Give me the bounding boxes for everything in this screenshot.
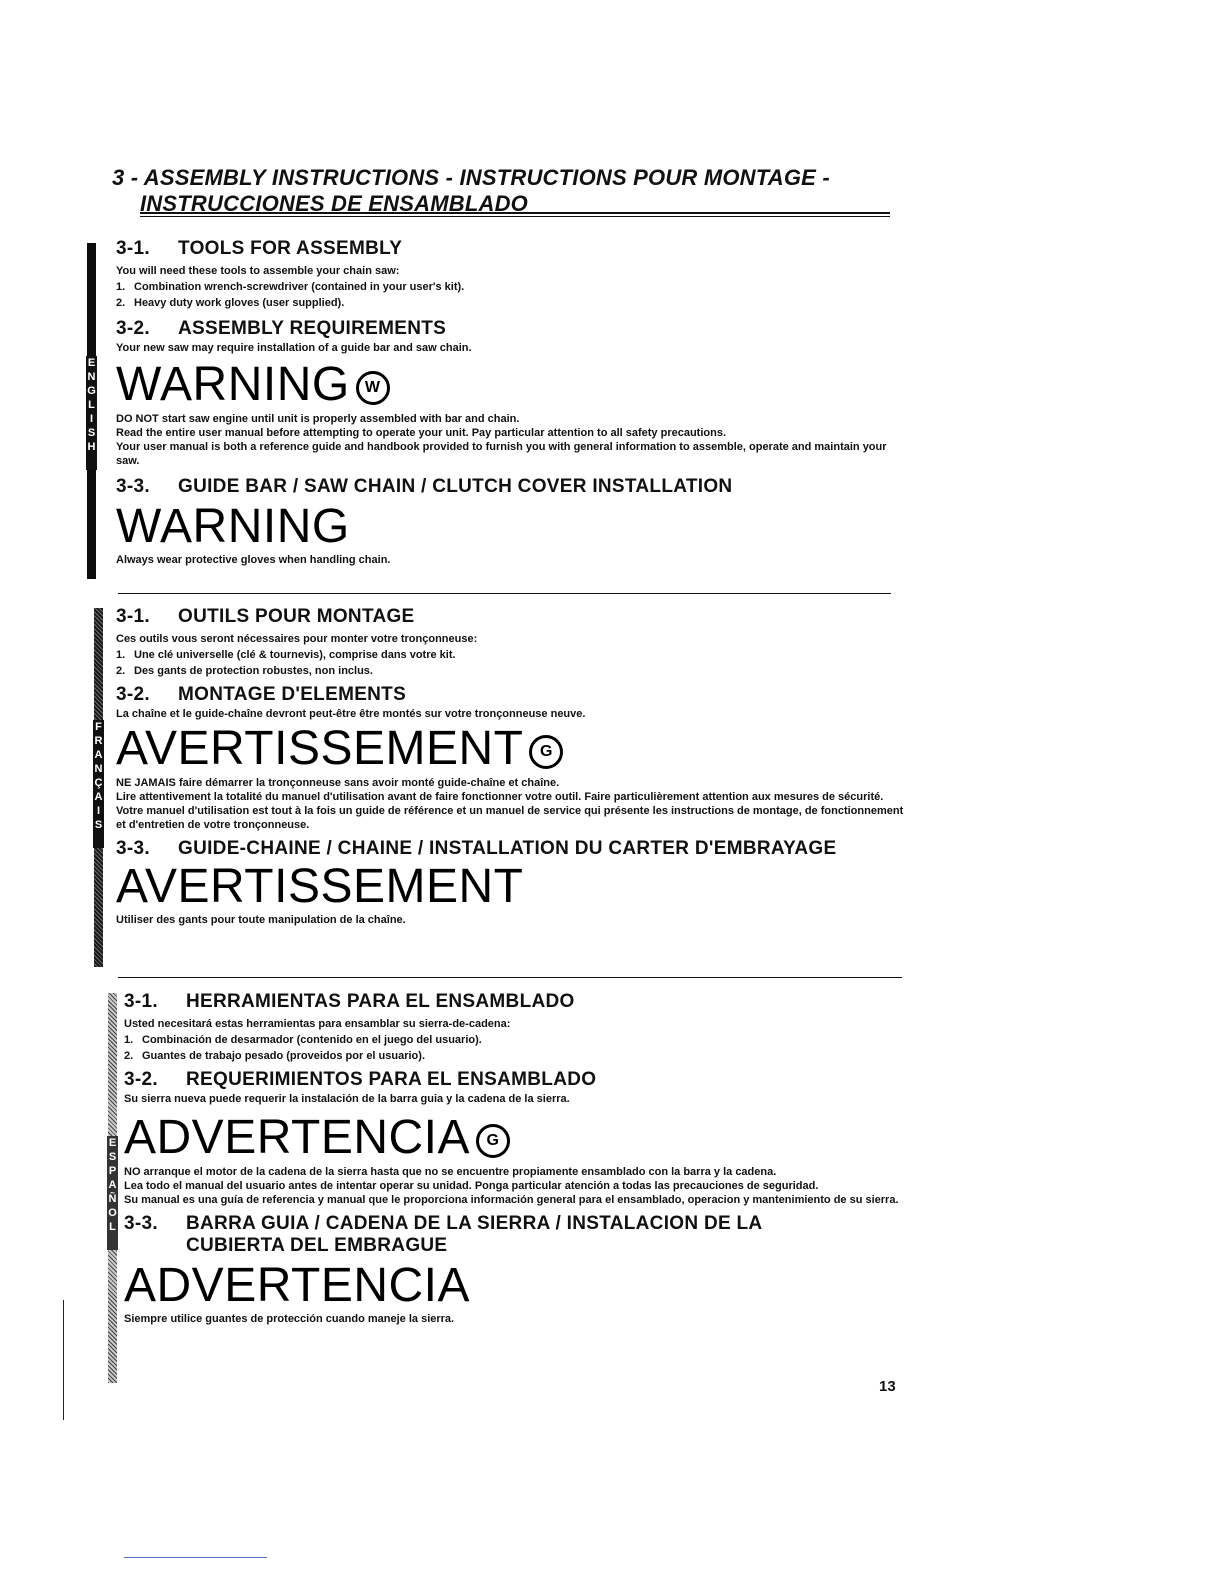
section-text: Your new saw may require installation of a guide bar and saw chain. — [116, 342, 472, 354]
tab-letter: N — [87, 371, 96, 383]
list-item: 1. Combination wrench-screwdriver (contained in your user's kit). — [116, 281, 465, 293]
tab-letter: S — [87, 427, 96, 439]
section-number: 3-2. — [116, 318, 150, 339]
section-heading — [124, 991, 904, 1013]
warning-heading: WARNING W — [116, 360, 906, 410]
tab-letter: L — [88, 399, 95, 411]
margin-mark — [63, 1300, 64, 1420]
spanish-section — [124, 991, 904, 1327]
page-number: 13 — [879, 1378, 896, 1395]
warning-symbol-icon: G — [476, 1124, 510, 1158]
tab-letter: E — [87, 357, 96, 369]
english-tab-letters — [86, 356, 97, 470]
section-heading — [116, 238, 906, 260]
warning-text: Siempre utilice guantes de protección cuando maneje la sierra. — [124, 1313, 455, 1325]
list-item: 1. Combinación de desarmador (contenido en el juego del usuario). — [124, 1034, 482, 1046]
section-heading — [124, 1213, 904, 1235]
section-number: 3-3. — [116, 838, 150, 859]
tab-letter: I — [89, 413, 94, 425]
warning-text: NE JAMAIS faire démarrer la tronçonneuse sans avoir monté guide-chaîne et chaîne. Lire attentivement la totalité du manuel d'utilisation avant de faire fonctionner votre outil. Faire particulièrement attention aux mesures de sécurité. Votre manuel d'utilisation est tout à la fois un guide de référence et un manuel de service qui présente les instructions de montage, de fonctionnement et d'entretien de votre tronçonneuse. — [116, 777, 904, 831]
tab-letter: R — [94, 735, 103, 747]
warning-text: Always wear protective gloves when handling chain. — [116, 554, 391, 566]
tab-letter: A — [94, 749, 103, 761]
section-title: TOOLS FOR ASSEMBLY — [178, 238, 403, 259]
header-rule — [140, 212, 890, 214]
english-section — [116, 238, 906, 568]
warning-text: DO NOT start saw engine until unit is properly assembled with bar and chain. Read the entire user manual before attempting to operate your unit. Pay particular attention to all safety precautions. Your user manual is both a reference guide and handbook provided to furnish you with general information to assemble, operate and maintain your saw. — [116, 413, 887, 467]
section-heading — [116, 838, 906, 860]
section-intro: Usted necesitará estas herramientas para ensamblar su sierra-de-cadena: — [124, 1018, 511, 1030]
tab-letter: N — [94, 763, 103, 775]
warning-text: Utiliser des gants pour toute manipulation de la chaîne. — [116, 914, 406, 926]
french-section — [116, 606, 906, 928]
tab-letter: Ç — [94, 777, 103, 789]
tab-letter: F — [95, 721, 102, 733]
section-heading — [116, 318, 906, 340]
section-number: 3-2. — [116, 684, 150, 705]
section-title: GUIDE-CHAINE / CHAINE / INSTALLATION DU CARTER D'EMBRAYAGE — [178, 838, 837, 859]
list-item: 1. Une clé universelle (clé & tournevis), comprise dans votre kit. — [116, 649, 456, 661]
warning-symbol-icon: G — [529, 735, 563, 769]
section-title-continued: CUBIERTA DEL EMBRAGUE — [186, 1235, 448, 1256]
tab-letter: G — [87, 385, 96, 397]
warning-heading: ADVERTENCIA G — [124, 1113, 904, 1163]
section-number: 3-3. — [124, 1213, 158, 1234]
section-title: MONTAGE D'ELEMENTS — [178, 684, 407, 705]
section-title: HERRAMIENTAS PARA EL ENSAMBLADO — [186, 991, 575, 1012]
tab-letter: L — [109, 1221, 116, 1233]
tab-letter: A — [108, 1179, 117, 1191]
list-item: 2. Des gants de protection robustes, non inclus. — [116, 665, 373, 677]
tab-letter: S — [94, 819, 103, 831]
section-divider — [118, 977, 902, 978]
section-number: 3-3. — [116, 476, 150, 497]
section-heading — [116, 684, 906, 706]
section-heading — [116, 606, 906, 628]
tab-letter: O — [108, 1207, 117, 1219]
french-tab-letters — [93, 720, 104, 848]
section-number: 3-1. — [116, 238, 150, 259]
section-title: ASSEMBLY REQUIREMENTS — [178, 318, 447, 339]
section-heading — [116, 476, 906, 498]
page-header — [112, 165, 892, 217]
section-divider — [118, 593, 891, 594]
warning-symbol-icon: W — [356, 371, 390, 405]
warning-heading: ADVERTENCIA — [124, 1259, 471, 1312]
section-title: BARRA GUIA / CADENA DE LA SIERRA / INSTALACION DE LA — [186, 1213, 763, 1234]
section-intro: You will need these tools to assemble your chain saw: — [116, 265, 400, 277]
tab-letter: Ñ — [108, 1193, 117, 1205]
tab-letter: A — [94, 791, 103, 803]
section-heading — [124, 1069, 904, 1091]
header-line-1: 3 - ASSEMBLY INSTRUCTIONS - INSTRUCTIONS POUR MONTAGE - — [112, 165, 830, 190]
section-title: REQUERIMIENTOS PARA EL ENSAMBLADO — [186, 1069, 597, 1090]
section-text: La chaîne et le guide-chaîne devront peut-être être montés sur votre tronçonneuse neuve. — [116, 708, 586, 720]
scan-line — [124, 1557, 267, 1558]
warning-heading: AVERTISSEMENT — [116, 860, 524, 913]
spanish-tab-letters — [107, 1136, 118, 1250]
section-text: Su sierra nueva puede requerir la instalación de la barra guia y la cadena de la sierra. — [124, 1093, 570, 1105]
tab-letter: E — [108, 1137, 117, 1149]
tab-letter: I — [96, 805, 101, 817]
tab-letter: H — [87, 441, 96, 453]
section-number: 3-1. — [124, 991, 158, 1012]
tab-letter: P — [108, 1165, 117, 1177]
warning-text: NO arranque el motor de la cadena de la sierra hasta que no se encuentre propiamente ensamblado con la barra y la cadena. Lea todo el manual del usuario antes de intentar operar su unidad. Ponga particular atención a todas las precauciones de seguridad. Su manual es una guía de referencia y manual que le proporciona información general para el ensamblado, operacion y mantenimiento de su sierra. — [124, 1166, 899, 1206]
section-intro: Ces outils vous seront nécessaires pour monter votre tronçonneuse: — [116, 633, 478, 645]
section-title: GUIDE BAR / SAW CHAIN / CLUTCH COVER INSTALLATION — [178, 476, 733, 497]
header-line-2: INSTRUCCIONES DE ENSAMBLADO — [140, 191, 528, 216]
section-title: OUTILS POUR MONTAGE — [178, 606, 415, 627]
warning-heading: WARNING — [116, 500, 350, 553]
list-item: 2. Guantes de trabajo pesado (proveidos por el usuario). — [124, 1050, 425, 1062]
section-number: 3-1. — [116, 606, 150, 627]
warning-heading: AVERTISSEMENT G — [116, 724, 906, 774]
list-item: 2. Heavy duty work gloves (user supplied). — [116, 297, 345, 309]
section-number: 3-2. — [124, 1069, 158, 1090]
tab-letter: S — [108, 1151, 117, 1163]
